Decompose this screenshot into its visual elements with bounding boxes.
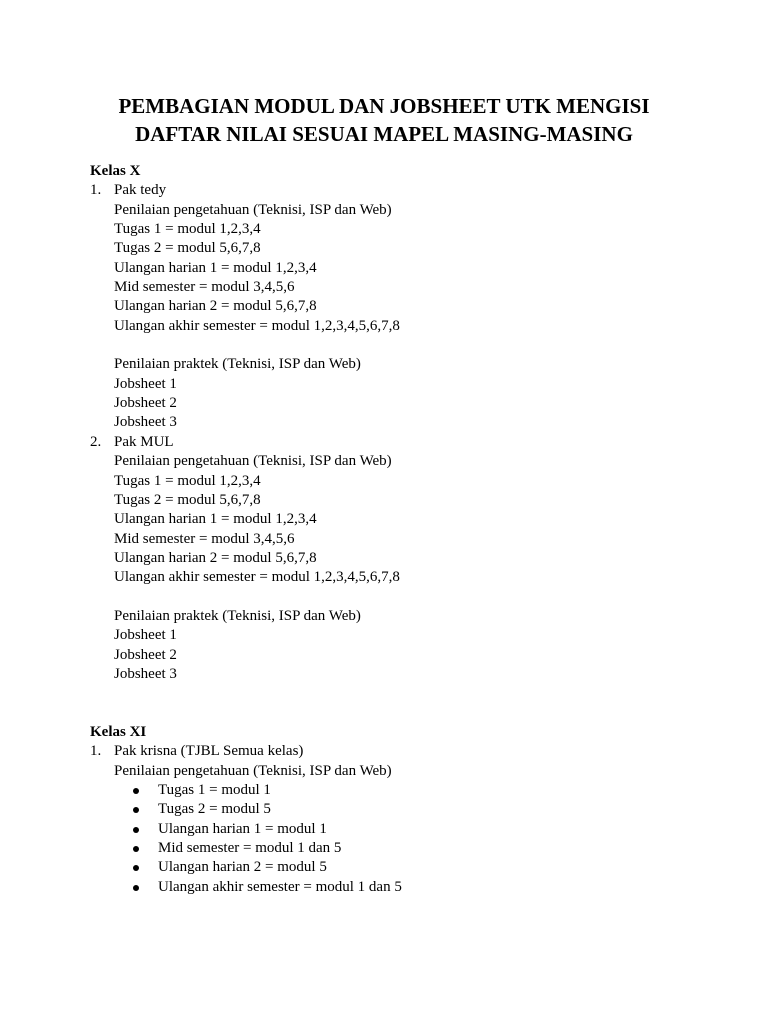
jobsheet-item: Jobsheet 1 xyxy=(114,627,177,644)
assessment-item: Tugas 1 = modul 1,2,3,4 xyxy=(114,221,261,238)
assessment-item: Ulangan harian 1 = modul 1,2,3,4 xyxy=(114,511,317,528)
jobsheet-item: Jobsheet 2 xyxy=(114,646,177,663)
list-number: 1. xyxy=(90,743,102,760)
bullet-icon xyxy=(133,788,139,794)
assessment-item: Ulangan harian 2 = modul 5,6,7,8 xyxy=(114,549,317,566)
bullet-text: Ulangan akhir semester = modul 1 dan 5 xyxy=(158,878,402,895)
list-number: 2. xyxy=(90,433,102,450)
bullet-text: Ulangan harian 2 = modul 5 xyxy=(158,859,327,876)
document-body xyxy=(90,162,730,897)
title-line-2: DAFTAR NILAI SESUAI MAPEL MASING-MASING xyxy=(135,122,633,146)
bullet-text: Ulangan harian 1 = modul 1 xyxy=(158,820,327,837)
bullet-item xyxy=(90,858,730,877)
assessment-item: Ulangan harian 2 = modul 5,6,7,8 xyxy=(114,298,317,315)
bullet-item xyxy=(90,878,730,897)
teacher-name: Pak tedy xyxy=(114,182,167,199)
section-heading-kelas-xi: Kelas XI xyxy=(90,723,147,740)
assessment-label: Penilaian praktek (Teknisi, ISP dan Web) xyxy=(114,356,361,373)
bullet-icon xyxy=(133,827,139,833)
bullet-item xyxy=(90,800,730,819)
bullet-icon xyxy=(133,885,139,891)
assessment-item: Tugas 1 = modul 1,2,3,4 xyxy=(114,472,261,489)
section-heading-kelas-x: Kelas X xyxy=(90,163,141,179)
assessment-item: Mid semester = modul 3,4,5,6 xyxy=(114,279,295,296)
bullet-icon xyxy=(133,846,139,852)
assessment-label: Penilaian pengetahuan (Teknisi, ISP dan Web) xyxy=(114,453,392,470)
teacher-name: Pak krisna (TJBL Semua kelas) xyxy=(114,743,304,760)
bullet-text: Tugas 1 = modul 1 xyxy=(158,782,271,798)
jobsheet-item: Jobsheet 1 xyxy=(114,375,177,392)
blank-line xyxy=(90,588,730,607)
assessment-item: Tugas 2 = modul 5,6,7,8 xyxy=(114,491,261,508)
assessment-label: Penilaian pengetahuan (Teknisi, ISP dan Web) xyxy=(114,201,392,218)
list-number: 1. xyxy=(90,182,102,199)
assessment-item: Ulangan akhir semester = modul 1,2,3,4,5,6,7,8 xyxy=(114,317,400,334)
jobsheet-item: Jobsheet 3 xyxy=(114,665,177,682)
document-title xyxy=(0,92,768,148)
blank-line xyxy=(90,684,730,703)
teacher-item xyxy=(90,181,730,200)
assessment-item: Ulangan harian 1 = modul 1,2,3,4 xyxy=(114,259,317,276)
bullet-text: Tugas 2 = modul 5 xyxy=(158,801,271,818)
teacher-name: Pak MUL xyxy=(114,433,174,450)
blank-line xyxy=(90,704,730,723)
jobsheet-item: Jobsheet 3 xyxy=(114,414,177,431)
blank-line xyxy=(90,336,730,355)
assessment-item: Ulangan akhir semester = modul 1,2,3,4,5,6,7,8 xyxy=(114,569,400,586)
bullet-item xyxy=(90,781,730,800)
assessment-item: Mid semester = modul 3,4,5,6 xyxy=(114,530,295,547)
teacher-item xyxy=(90,742,730,761)
assessment-label: Penilaian praktek (Teknisi, ISP dan Web) xyxy=(114,607,361,624)
title-line-1: PEMBAGIAN MODUL DAN JOBSHEET UTK MENGISI xyxy=(118,94,650,118)
bullet-item xyxy=(90,820,730,839)
assessment-label: Penilaian pengetahuan (Teknisi, ISP dan Web) xyxy=(114,762,392,779)
jobsheet-item: Jobsheet 2 xyxy=(114,395,177,412)
assessment-item: Tugas 2 = modul 5,6,7,8 xyxy=(114,240,261,257)
teacher-item xyxy=(90,433,730,452)
bullet-item xyxy=(90,839,730,858)
bullet-text: Mid semester = modul 1 dan 5 xyxy=(158,840,342,857)
